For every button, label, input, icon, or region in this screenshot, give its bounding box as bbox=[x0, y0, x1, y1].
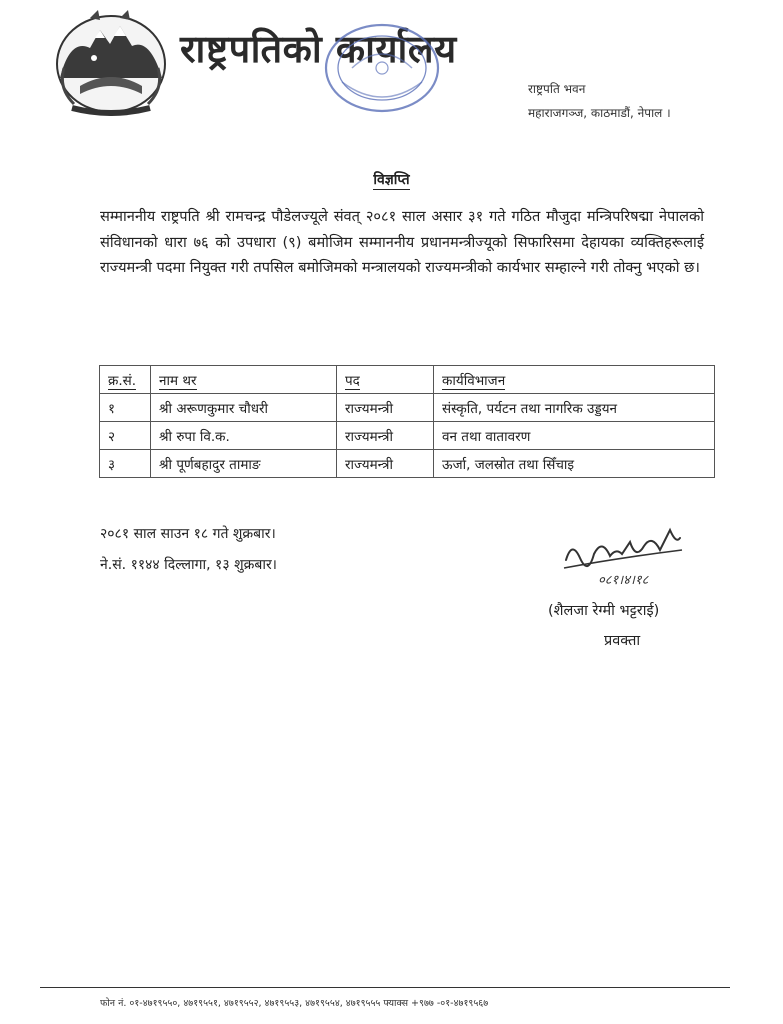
column-header: पद bbox=[337, 366, 434, 394]
table-cell: ऊर्जा, जलस्रोत तथा सिँचाइ bbox=[434, 450, 715, 478]
table-cell: राज्यमन्त्री bbox=[337, 422, 434, 450]
footer-contact: फोन नं. ०१-४७१९५५०, ४७१९५५१, ४७१९५५२, ४७१९५५३, ४७१९५५४, ४७१९५५५ फ्याक्स +९७७ -०१-४७१९५६७ bbox=[100, 998, 489, 1009]
spokesperson-name: (शैलजा रेग्मी भट्टराई) bbox=[548, 603, 660, 619]
column-header: क्र.सं. bbox=[100, 366, 151, 394]
footer-divider bbox=[40, 987, 730, 988]
date-bikram-sambat: २०८१ साल साउन १८ गते शुक्रबार। bbox=[100, 526, 276, 542]
signature-date: ०८१।४।१८ bbox=[598, 573, 649, 588]
table-cell: श्री रुपा वि.क. bbox=[151, 422, 337, 450]
table-cell: राज्यमन्त्री bbox=[337, 394, 434, 422]
nepal-emblem-icon bbox=[50, 8, 172, 116]
table-header-row bbox=[100, 366, 715, 394]
address-line-1: राष्ट्रपति भवन bbox=[528, 82, 586, 96]
table-cell: २ bbox=[100, 422, 151, 450]
office-seal-stamp-icon bbox=[322, 20, 442, 115]
notice-heading-text: विज्ञप्ति bbox=[373, 172, 410, 188]
address-line-2: महाराजगञ्ज, काठमाडौं, नेपाल । bbox=[528, 106, 671, 120]
table-cell: ३ bbox=[100, 450, 151, 478]
table-cell: श्री अरूणकुमार चौधरी bbox=[151, 394, 337, 422]
date-nepal-sambat: ने.सं. ११४४ दिल्लागा, १३ शुक्रबार। bbox=[100, 557, 277, 573]
column-header: नाम थर bbox=[151, 366, 337, 394]
table-cell: वन तथा वातावरण bbox=[434, 422, 715, 450]
notice-heading bbox=[0, 170, 783, 189]
table-cell: श्री पूर्णबहादुर तामाङ bbox=[151, 450, 337, 478]
table-row bbox=[100, 422, 715, 450]
office-title: राष्ट्रपतिको कार्यालय bbox=[180, 27, 457, 71]
table-row bbox=[100, 394, 715, 422]
table-cell: संस्कृति, पर्यटन तथा नागरिक उड्डयन bbox=[434, 394, 715, 422]
table-row bbox=[100, 450, 715, 478]
spokesperson-title: प्रवक्ता bbox=[604, 633, 641, 649]
column-header: कार्यविभाजन bbox=[434, 366, 715, 394]
appointment-table bbox=[99, 365, 715, 478]
table-cell: १ bbox=[100, 394, 151, 422]
handwritten-signature bbox=[558, 520, 688, 592]
notice-body: सम्माननीय राष्ट्रपति श्री रामचन्द्र पौडेलज्यूले संवत् २०८१ साल असार ३१ गते गठित मौजुदा मन्त्रिपरिषद्मा नेपालको संविधानको धारा ७६ को उपधारा (९) बमोजिम सम्माननीय प्रधानमन्त्रीज्यूको सिफारिसमा देहायका व्यक्तिहरूलाई राज्यमन्त्री पदमा नियुक्त गरी तपसिल बमोजिमको मन्त्रालयको राज्यमन्त्रीको कार्यभार सम्हाल्ने गरी तोक्नु भएको छ। bbox=[100, 208, 704, 276]
table-cell: राज्यमन्त्री bbox=[337, 450, 434, 478]
